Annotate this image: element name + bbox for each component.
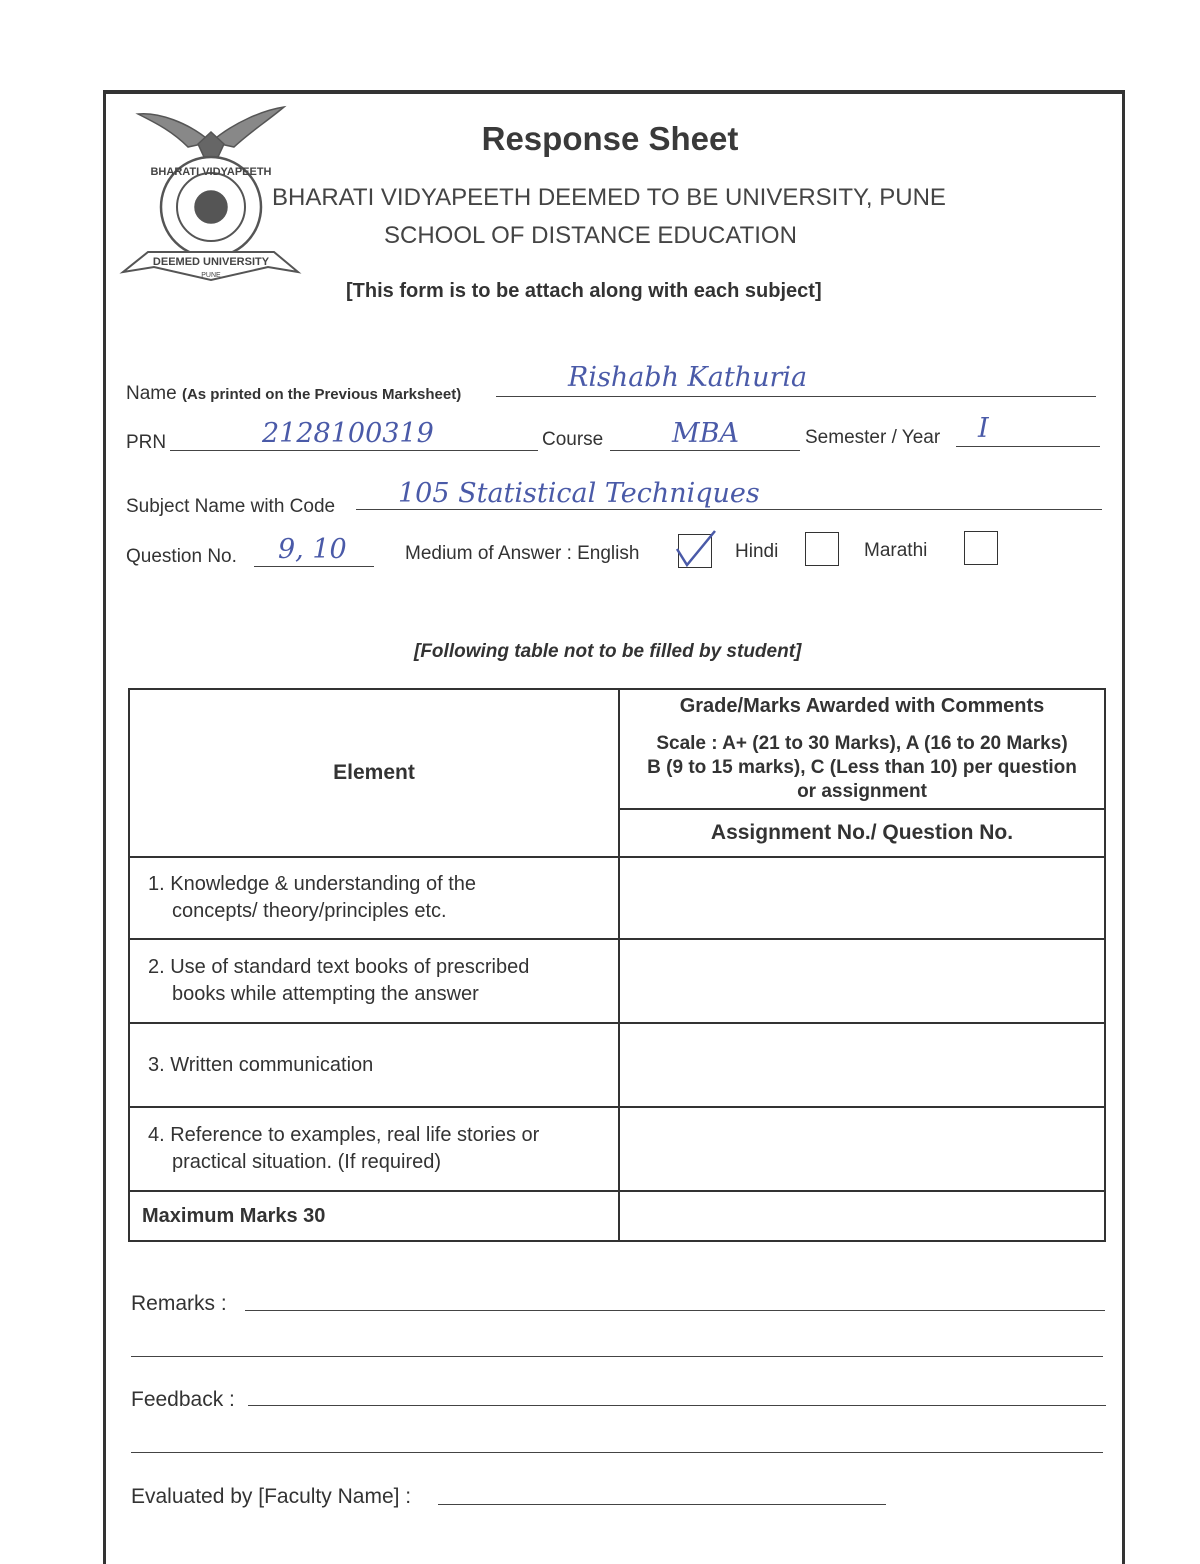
- hindi-checkbox[interactable]: [805, 532, 839, 566]
- scale-line-1: Scale : A+ (21 to 30 Marks), A (16 to 20 Marks): [656, 733, 1068, 754]
- name-note: (As printed on the Previous Marksheet): [181, 386, 462, 403]
- marks-cell-4[interactable]: [619, 1107, 1105, 1191]
- feedback-line-1[interactable]: [248, 1405, 1106, 1406]
- marks-cell-3[interactable]: [619, 1023, 1105, 1107]
- english-checkbox[interactable]: [678, 534, 712, 568]
- marathi-label: Marathi: [864, 540, 928, 561]
- marks-total-cell[interactable]: [619, 1191, 1105, 1241]
- page-title: Response Sheet: [481, 120, 739, 157]
- feedback-label: Feedback :: [131, 1388, 235, 1411]
- element-header: Element: [129, 689, 619, 857]
- criterion-3: 3. Written communication: [129, 1023, 619, 1107]
- course-value[interactable]: MBA: [672, 418, 739, 449]
- criterion-1: 1. Knowledge & understanding of the concepts/ theory/principles etc.: [129, 857, 619, 939]
- semester-line: [956, 446, 1100, 447]
- svg-text:PUNE: PUNE: [201, 272, 221, 279]
- remarks-line-1[interactable]: [245, 1310, 1105, 1311]
- faculty-name-line[interactable]: [438, 1504, 886, 1505]
- subject-line: [356, 509, 1102, 510]
- prn-label: PRN: [126, 432, 167, 453]
- name-line: [496, 396, 1096, 397]
- check-mark-icon: [673, 527, 717, 567]
- name-value[interactable]: Rishabh Kathuria: [568, 362, 808, 393]
- criterion-2: 2. Use of standard text books of prescribed books while attempting the answer: [129, 939, 619, 1023]
- svg-text:DEEMED UNIVERSITY: DEEMED UNIVERSITY: [152, 256, 270, 268]
- prn-value[interactable]: 2128100319: [262, 418, 434, 449]
- course-label: Course: [542, 429, 604, 450]
- scale-line-3: or assignment: [797, 781, 927, 802]
- question-label: Question No.: [126, 546, 237, 567]
- name-label: Name (As printed on the Previous Marksheet): [126, 383, 462, 404]
- medium-label: Medium of Answer : English: [405, 543, 640, 564]
- subject-label: Subject Name with Code: [126, 496, 336, 517]
- grade-header-cell: [619, 689, 1105, 809]
- marks-cell-2[interactable]: [619, 939, 1105, 1023]
- svg-text:BHARATI VIDYAPEETH: BHARATI VIDYAPEETH: [150, 166, 272, 178]
- scale-line-2: B (9 to 15 marks), C (Less than 10) per question: [647, 757, 1077, 778]
- school-name: SCHOOL OF DISTANCE EDUCATION: [384, 222, 797, 249]
- prn-line: [170, 450, 538, 451]
- grade-header: Grade/Marks Awarded with Comments: [679, 695, 1045, 717]
- marks-cell-1[interactable]: [619, 857, 1105, 939]
- evaluated-label: Evaluated by [Faculty Name] :: [131, 1485, 412, 1508]
- maximum-marks: Maximum Marks 30: [129, 1191, 619, 1241]
- semester-value[interactable]: I: [978, 413, 989, 444]
- assignment-header: Assignment No./ Question No.: [619, 809, 1105, 857]
- marathi-checkbox[interactable]: [964, 531, 998, 565]
- evaluation-table: [128, 688, 1106, 1242]
- university-name: BHARATI VIDYAPEETH DEEMED TO BE UNIVERSITY, PUNE: [272, 184, 946, 211]
- remarks-line-2[interactable]: [131, 1356, 1103, 1357]
- hindi-label: Hindi: [735, 541, 779, 562]
- course-line: [610, 450, 800, 451]
- attach-instruction: [This form is to be attach along with each subject]: [346, 280, 822, 302]
- subject-value[interactable]: 105 Statistical Techniques: [398, 478, 760, 509]
- remarks-label: Remarks :: [131, 1292, 227, 1315]
- feedback-line-2[interactable]: [131, 1452, 1103, 1453]
- semester-label: Semester / Year: [805, 427, 941, 448]
- question-value[interactable]: 9, 10: [278, 534, 347, 565]
- table-note: [Following table not to be filled by student]: [414, 641, 802, 662]
- criterion-4: 4. Reference to examples, real life stories or practical situation. (If required): [129, 1107, 619, 1191]
- question-line: [254, 566, 374, 567]
